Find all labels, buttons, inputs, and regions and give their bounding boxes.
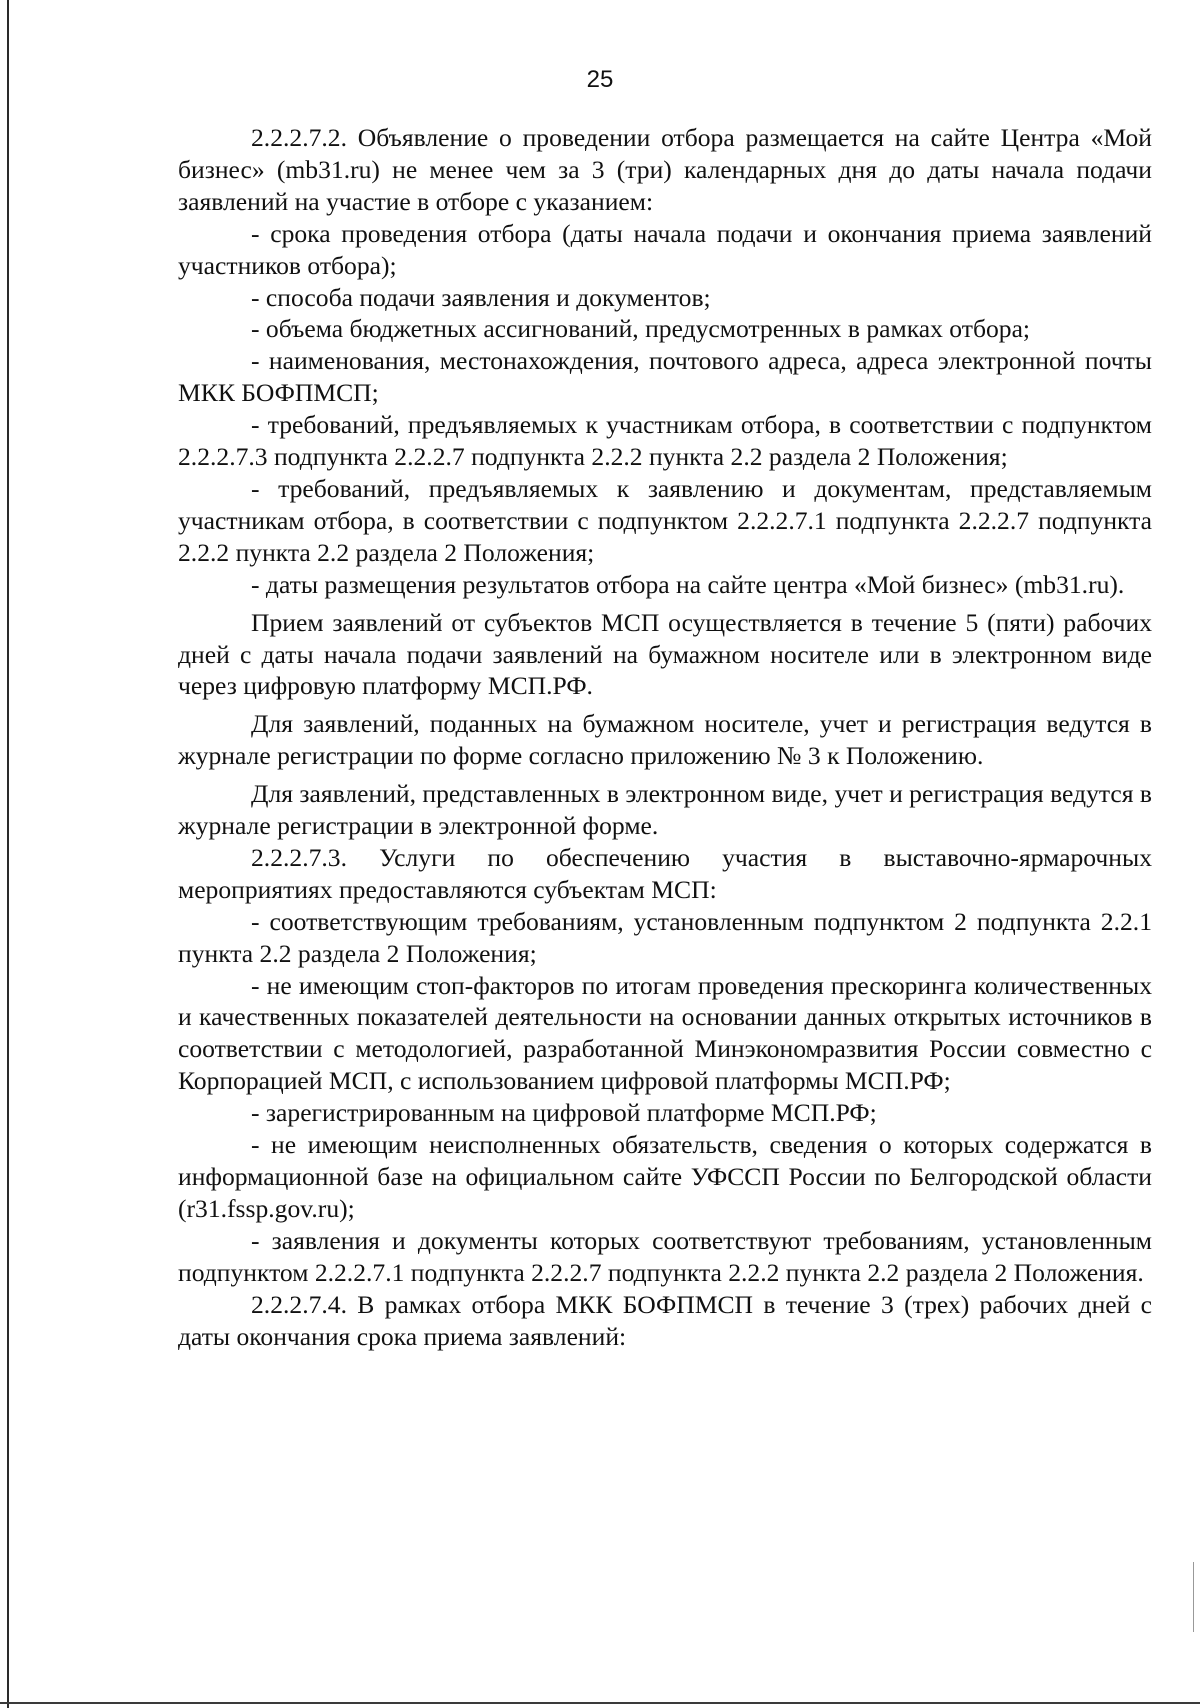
page-number: 25 xyxy=(586,66,614,93)
paragraph-2-2-2-7-2: 2.2.2.7.2. Объявление о проведении отбора размещается на сайте Центра «Мой бизнес» (mb31.ru) не менее чем за 3 (три) календарных дня до даты начала подачи заявлений на участие в отборе с указанием: xyxy=(178,123,1152,216)
list-item-participant-requirements: - требований, предъявляемых к участникам отбора, в соответствии с подпунктом 2.2.2.7.3 подпункта 2.2.2.7 подпункта 2.2.2 пункта 2.2 раздела 2 Положения; xyxy=(178,410,1152,472)
list-item-no-obligations: - не имеющим неисполненных обязательств, сведения о которых содержатся в информационной базе на официальном сайте УФССП России по Белгородской области (r31.fssp.gov.ru); xyxy=(178,1130,1152,1223)
list-item-deadline: - срока проведения отбора (даты начала подачи и окончания приема заявлений участников отбора); xyxy=(178,218,1152,280)
list-item-registered: - зарегистрированным на цифровой платформе МСП.РФ; xyxy=(251,1098,877,1128)
paragraph-electronic-registration: Для заявлений, представленных в электронном виде, учет и регистрация ведутся в журнале регистрации в электронной форме. xyxy=(178,779,1152,841)
scan-left-edge xyxy=(7,0,9,1708)
list-item-contacts: - наименования, местонахождения, почтового адреса, адреса электронной почты МКК БОФПМСП; xyxy=(178,346,1152,408)
scan-bottom-edge xyxy=(0,1702,1200,1704)
document-body xyxy=(178,122,1152,1352)
paragraph-acceptance: Прием заявлений от субъектов МСП осуществляется в течение 5 (пяти) рабочих дней с даты начала подачи заявлений на бумажном носителе или в электронном виде через цифровую платформу МСП.РФ. xyxy=(178,607,1152,701)
paragraph-paper-registration: Для заявлений, поданных на бумажном носителе, учет и регистрация ведутся в журнале регистрации по форме согласно приложению № 3 к Положению. xyxy=(178,709,1152,771)
list-item-no-stop-factors: - не имеющим стоп-факторов по итогам проведения прескоринга количественных и качественных показателей деятельности на основании данных открытых источников в соответствии с методологией, разработанной Минэкономразвития России совместно с Корпорацией МСП, с использованием цифровой платформы МСП.РФ; xyxy=(178,970,1152,1096)
paragraph-2-2-2-7-4: 2.2.2.7.4. В рамках отбора МКК БОФПМСП в течение 3 (трех) рабочих дней с даты окончания срока приема заявлений: xyxy=(178,1289,1152,1351)
list-item-results-date: - даты размещения результатов отбора на сайте центра «Мой бизнес» (mb31.ru). xyxy=(251,569,1125,599)
scan-right-mark xyxy=(1193,1562,1194,1632)
paragraph-2-2-2-7-3: 2.2.2.7.3. Услуги по обеспечению участия в выставочно-ярмарочных мероприятиях предоставляются субъектам МСП: xyxy=(178,842,1152,904)
list-item-documents-conform: - заявления и документы которых соответствуют требованиям, установленным подпунктом 2.2.2.7.1 подпункта 2.2.2.7 подпункта 2.2.2 пункта 2.2 раздела 2 Положения. xyxy=(178,1225,1152,1287)
list-item-submission-method: - способа подачи заявления и документов; xyxy=(251,282,711,312)
list-item-conforming: - соответствующим требованиям, установленным подпунктом 2 подпункта 2.2.1 пункта 2.2 раздела 2 Положения; xyxy=(178,906,1152,968)
list-item-budget: - объема бюджетных ассигнований, предусмотренных в рамках отбора; xyxy=(251,314,1031,344)
list-item-document-requirements: - требований, предъявляемых к заявлению и документам, представляемым участникам отбора, в соответствии с подпунктом 2.2.2.7.1 подпункта 2.2.2.7 подпункта 2.2.2 пункта 2.2 раздела 2 Положения; xyxy=(178,473,1152,567)
